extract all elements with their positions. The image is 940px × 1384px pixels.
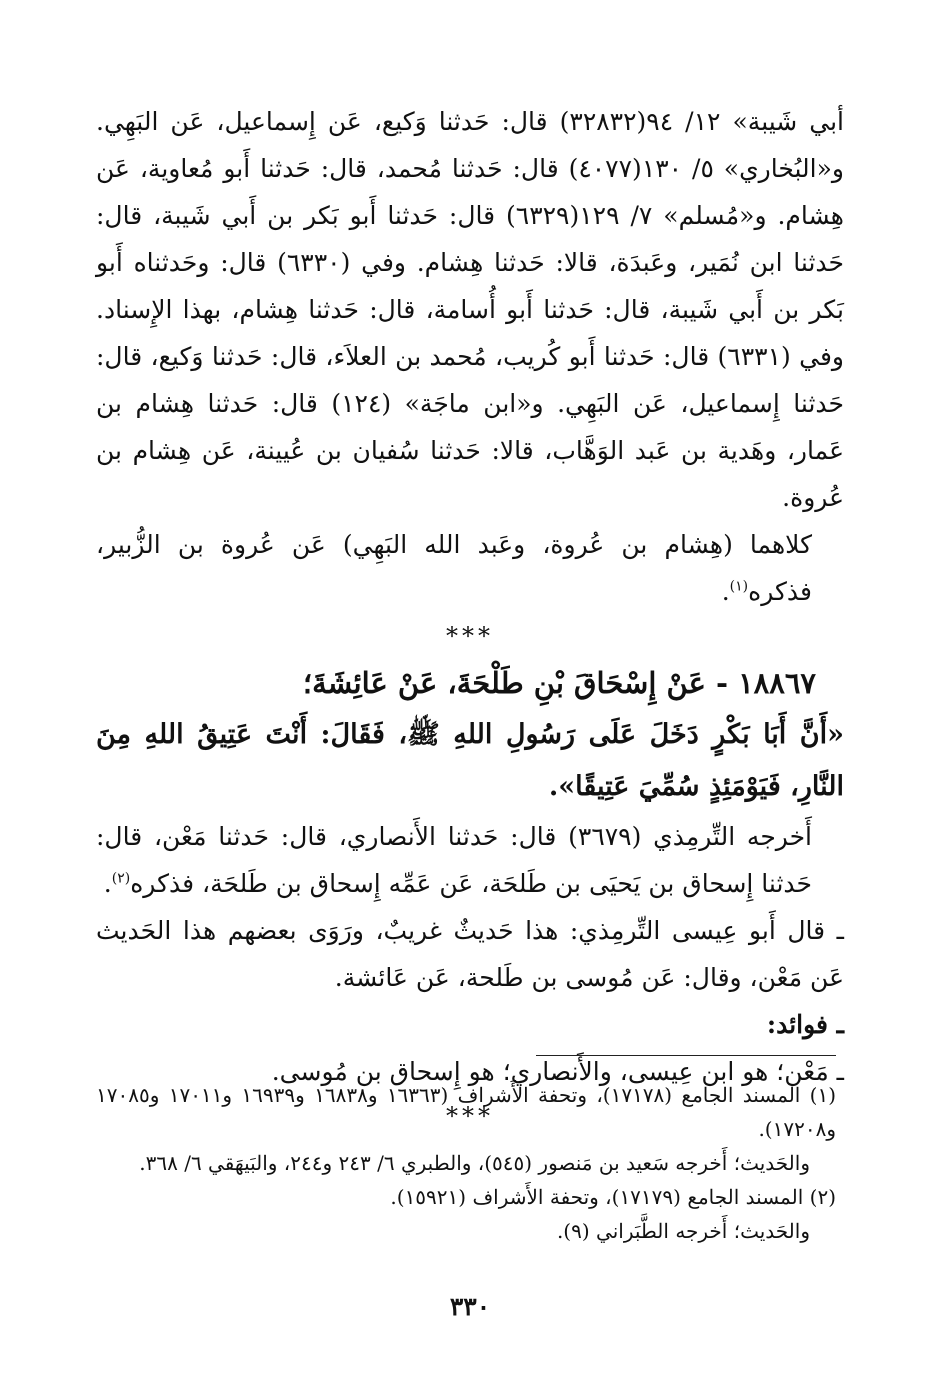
fawaid-label: ـ فوائد: — [766, 1010, 844, 1039]
fawaid-item: ـ مَعْن؛ هو ابن عِيسى، والأَنصاري؛ هو إِسحاق بن مُوسى. — [271, 1057, 844, 1086]
footnote-1: (١) المسند الجامع (١٧١٧٨)، وتحفة الأَشراف (١٦٣٦٣ و١٦٨٣٨ و١٦٩٣٩ و١٧٠١١ و١٧٠٨٥ و١٧٢٠٨). — [96, 1083, 837, 1141]
convergence-paragraph — [96, 521, 844, 615]
footnote-2-hadith: والحَديث؛ أَخرجه الطَّبَراني (٩). — [556, 1219, 810, 1243]
hadith-header: ١٨٨٦٧ - عَنْ إِسْحَاقَ بْنِ طَلْحَةَ، عَنْ عَائِشَةَ؛ — [302, 666, 816, 700]
takhrij-paragraph-continued: أبي شَيبة» ١٢/ ٩٤(٣٢٨٣٢) قال: حَدثنا وَكيع، عَن إِسماعيل، عَن البَهِي. و«البُخاري» ٥/ ١٣٠(٤٠٧٧) قال: حَدثنا مُحمد، قال: حَدثنا أَبو مُعاوية، عَن هِشام. و«مُسلم» ٧/ ١٢٩(٦٣٢٩) قال: حَدثنا أَبو بَكر بن أَبي شَيبة، قال: حَدثنا ابن نُمَير، وعَبدَة، قالا: حَدثنا هِشام. وفي (٦٣٣٠) قال: وحَدثناه أَبو بَكر بن أَبي شَيبة، قال: حَدثنا أَبو أُسامة، قال: حَدثنا هِشام، بهذا الإِسناد. وفي (٦٣٣١) قال: حَدثنا أَبو كُريب، مُحمد بن العلاَء، قال: حَدثنا وَكيع، قال: حَدثنا إِسماعيل، عَن البَهِي. و«ابن ماجَة» (١٢٤) قال: حَدثنا هِشام بن عَمار، وهَدية بن عَبد الوَهَّاب، قالا: حَدثنا سُفيان بن عُيينة، عَن هِشام بن عُروة. — [96, 107, 845, 512]
footnote-divider — [536, 1055, 836, 1056]
takhrij-paragraph — [96, 813, 844, 907]
section-separator: *** — [446, 622, 494, 650]
page-number: ٣٣٠ — [449, 1292, 491, 1321]
footnote-1-hadith: والحَديث؛ أَخرجه سَعيد بن مَنصور (٥٤٥)، والطبري ٦/ ٢٤٣ و٢٤٤، والبَيهَقي ٦/ ٣٦٨. — [139, 1151, 810, 1175]
section-separator-end: *** — [446, 1102, 494, 1130]
hadith-matn: «أَنَّ أَبَا بَكْرٍ دَخَلَ عَلَى رَسُولِ اللهِ ﷺ، فَقَالَ: أَنْتَ عَتِيقُ اللهِ مِنَ النَّارِ، فَيَوْمَئِذٍ سُمِّيَ عَتِيقًا». — [96, 719, 844, 802]
main-text — [96, 98, 844, 1137]
footnote-ref-2[interactable]: (٢) — [111, 870, 131, 887]
takhrij-text: أَخرجه التِّرمِذي (٣٦٧٩) قال: حَدثنا الأَنصاري، قال: حَدثنا مَعْن، قال: حَدثنا إِسحاق بن يَحيَى بن طَلحَة، عَن عَمِّه إِسحاق بن طَلحَة، فذكره — [96, 822, 812, 898]
convergence-text: كلاهما (هِشام بن عُروة، وعَبد الله البَهِي) عَن عُروة بن الزُّبير، فذكره — [96, 530, 812, 606]
footnote-ref-1[interactable]: (١) — [729, 578, 749, 595]
footnote-2: (٢) المسند الجامع (١٧١٧٩)، وتحفة الأَشراف (١٥٩٢١). — [390, 1185, 836, 1209]
takhrij-end: . — [103, 869, 112, 898]
tirmidhi-comment: ـ قال أَبو عِيسى التِّرمِذي: هذا حَديثٌ غريبٌ، ورَوَى بعضهم هذا الحَديث عَن مَعْن، وقال: عَن مُوسى بن طَلحة، عَن عَائشة. — [96, 916, 844, 992]
footnotes — [96, 1078, 836, 1248]
convergence-end: . — [721, 577, 730, 606]
